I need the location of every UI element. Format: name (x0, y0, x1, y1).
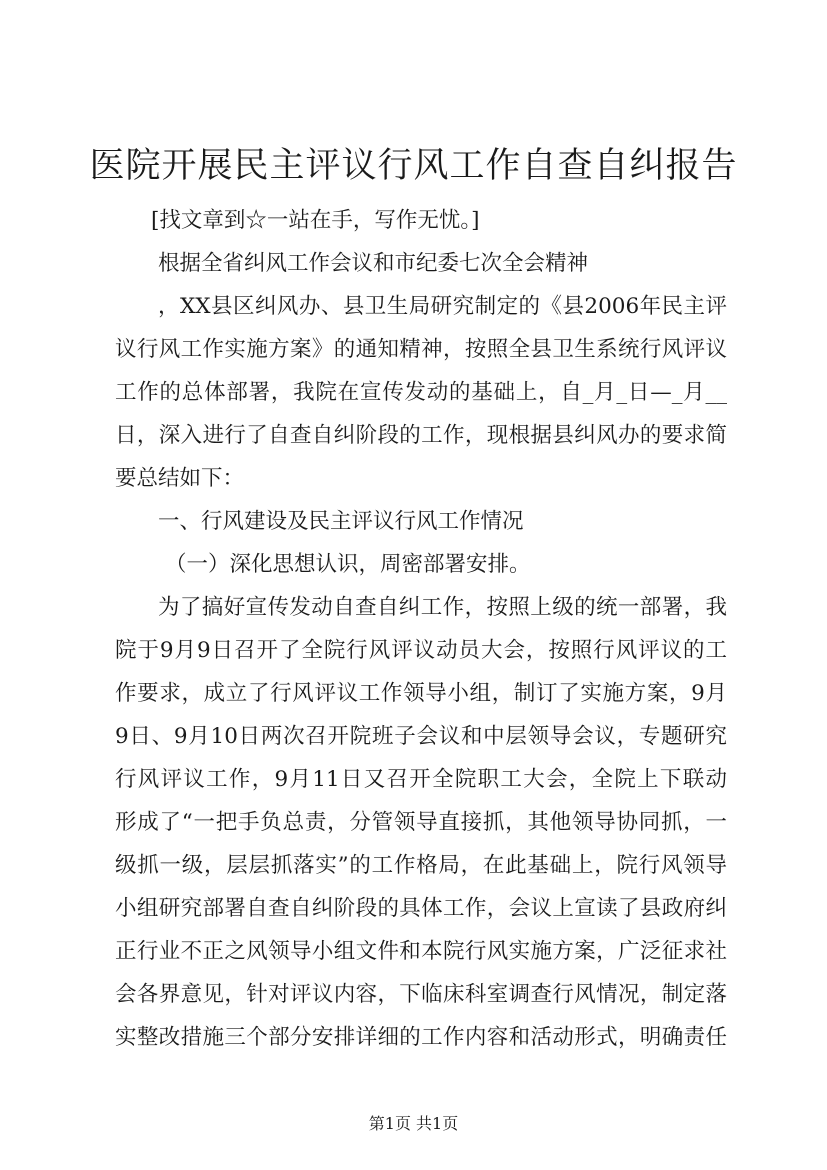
paragraph-line: 作要求，成立了行风评议工作领导小组，制订了实施方案，9月 (115, 681, 727, 706)
paragraph-line: 议行风工作实施方案》的通知精神，按照全县卫生系统行风评议 (115, 337, 727, 362)
source-note: [找文章到☆一站在手，写作无忧。] (151, 208, 480, 233)
section-heading: 一、行风建设及民主评议行风工作情况 (158, 509, 524, 534)
paragraph-line: ，XX县区纠风办、县卫生局研究制定的《县2006年民主评 (158, 294, 727, 319)
paragraph-line: 院于9月9日召开了全院行风评议动员大会，按照行风评议的工 (115, 638, 727, 663)
paragraph-line: 实整改措施三个部分安排详细的工作内容和活动形式，明确责任 (115, 1025, 727, 1050)
page-number: 第1页 共1页 (368, 1114, 459, 1133)
document-body (115, 199, 727, 1059)
paragraph-line: 小组研究部署自查自纠阶段的具体工作，会议上宣读了县政府纠 (115, 896, 727, 921)
paragraph-line: 级抓一级，层层抓落实”的工作格局，在此基础上，院行风领导 (115, 853, 727, 878)
paragraph-line: 正行业不正之风领导小组文件和本院行风实施方案，广泛征求社 (115, 939, 727, 964)
page-title: 医院开展民主评议行风工作自查自纠报告 (89, 146, 738, 186)
subsection-heading: （一）深化思想认识，周密部署安排。 (165, 552, 531, 577)
paragraph-line: 形成了“一把手负总责，分管领导直接抓，其他领导协同抓，一 (115, 810, 727, 835)
paragraph-line: 工作的总体部署，我院在宣传发动的基础上，自_月_日—_月__ (115, 380, 727, 405)
paragraph-line: 日，深入进行了自查自纠阶段的工作，现根据县纠风办的要求简 (115, 423, 727, 448)
paragraph-line: 根据全省纠风工作会议和市纪委七次全会精神 (158, 251, 589, 276)
paragraph-line: 9日、9月10日两次召开院班子会议和中层领导会议，专题研究 (115, 724, 727, 749)
paragraph-line: 为了搞好宣传发动自查自纠工作，按照上级的统一部署，我 (158, 595, 727, 620)
paragraph-line: 行风评议工作，9月11日又召开全院职工大会，全院上下联动 (115, 767, 727, 792)
paragraph-line: 要总结如下： (115, 466, 245, 491)
paragraph-line: 会各界意见，针对评议内容，下临床科室调查行风情况，制定落 (115, 982, 727, 1007)
